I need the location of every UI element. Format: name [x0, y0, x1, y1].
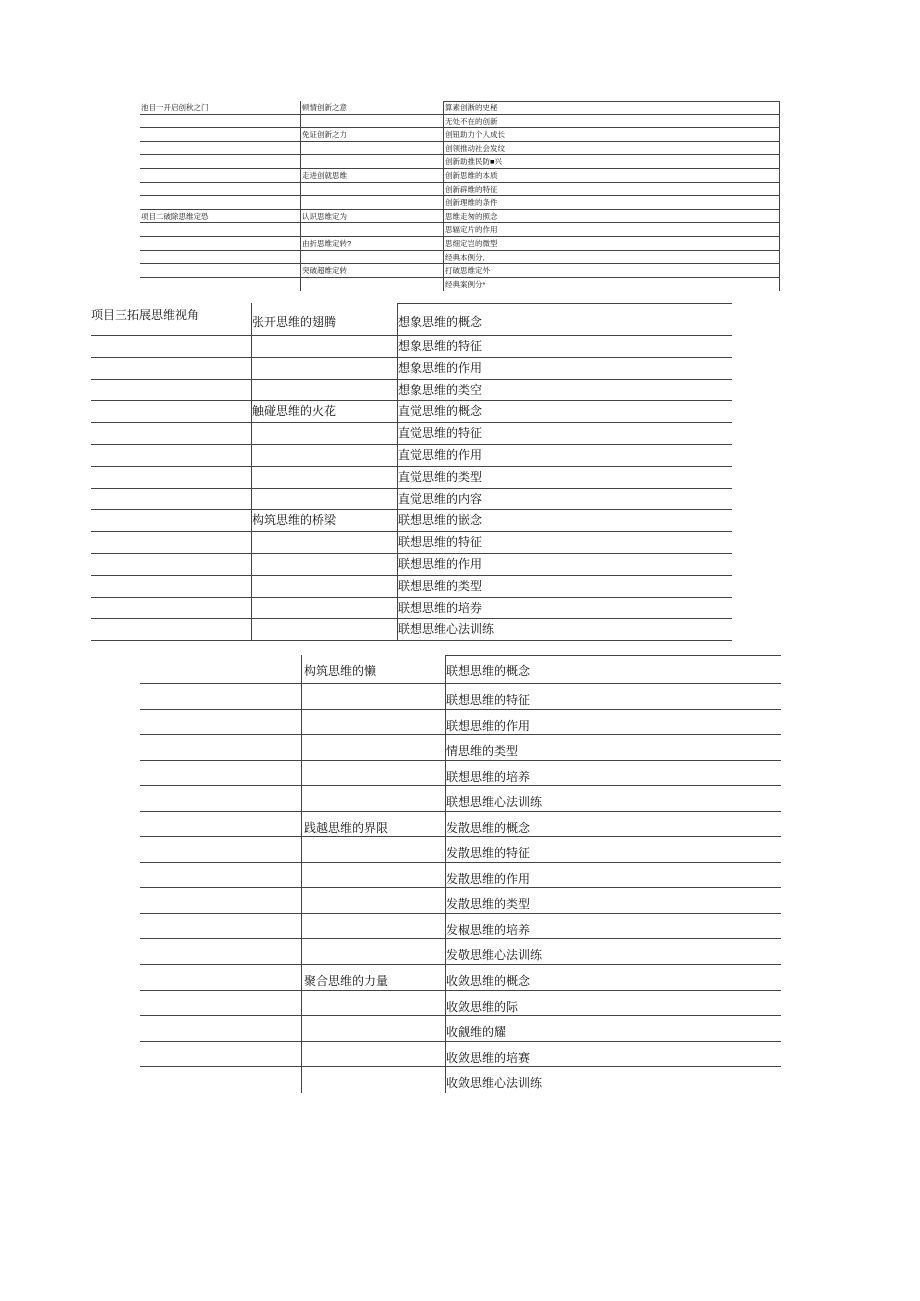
project-cell	[91, 380, 251, 401]
module-cell	[251, 336, 397, 357]
project-cell	[140, 1016, 301, 1041]
project-cell	[140, 710, 301, 735]
topic-cell: 打破思维定外	[443, 264, 780, 277]
topic-cell: 联想思维的嵌念	[397, 510, 732, 531]
project-cell	[91, 358, 251, 379]
project-cell	[91, 598, 251, 619]
module-cell: 构筑思维的懒	[301, 655, 445, 683]
module-cell	[251, 380, 397, 401]
table-row	[140, 210, 780, 224]
topic-cell: 创新思维的本质	[443, 169, 780, 182]
table-top-border	[445, 655, 781, 656]
table-row	[140, 761, 781, 787]
table-row	[140, 812, 781, 838]
outline-table-3	[140, 655, 781, 1093]
topic-cell: 思维走匆的照念	[443, 210, 780, 223]
topic-cell: 直觉思维的概念	[397, 401, 732, 422]
module-cell	[301, 684, 445, 709]
table-top-border	[443, 101, 780, 102]
project-cell	[140, 142, 300, 155]
project-cell	[140, 251, 300, 264]
module-cell	[251, 619, 397, 640]
table-row	[140, 684, 781, 710]
topic-cell: 直觉思维的特征	[397, 423, 732, 444]
table-row	[91, 467, 732, 489]
topic-cell: 联想思维的作用	[397, 554, 732, 575]
table-row	[91, 489, 732, 511]
table-row	[140, 101, 780, 115]
topic-cell: 联想思维的概念	[445, 655, 781, 683]
module-cell	[301, 837, 445, 862]
module-cell	[300, 278, 443, 292]
project-cell	[140, 735, 301, 760]
module-cell	[251, 554, 397, 575]
module-cell	[251, 532, 397, 553]
module-cell	[301, 1067, 445, 1093]
table-row	[140, 183, 780, 197]
table-row	[140, 1016, 781, 1042]
module-cell	[300, 155, 443, 168]
module-cell: 由折思维定转?	[300, 237, 443, 250]
topic-cell: 直觉思维的内容	[397, 489, 732, 510]
topic-cell: 想象思维的特征	[397, 336, 732, 357]
table-row	[140, 223, 780, 237]
module-cell	[251, 423, 397, 444]
module-cell	[251, 598, 397, 619]
table-row	[140, 1067, 781, 1093]
project-cell	[140, 1067, 301, 1093]
module-cell	[301, 710, 445, 735]
module-cell: 张开思维的翅腾	[251, 303, 397, 335]
project-cell	[140, 183, 300, 196]
table-row	[91, 423, 732, 445]
table-row	[91, 598, 732, 620]
project-cell	[140, 115, 300, 128]
topic-cell: 发敬思维心法训练	[445, 939, 781, 964]
module-cell	[301, 786, 445, 811]
project-cell	[91, 401, 251, 422]
topic-cell: 发散思维的概念	[445, 812, 781, 837]
table-row	[140, 237, 780, 251]
topic-cell: 想象思维的类空	[397, 380, 732, 401]
table-row	[91, 532, 732, 554]
project-cell	[91, 489, 251, 510]
topic-cell: 直觉思维的类型	[397, 467, 732, 488]
module-cell	[301, 914, 445, 939]
topic-cell: 联想思维的培养	[445, 761, 781, 786]
project-cell	[91, 467, 251, 488]
project-cell	[140, 1042, 301, 1067]
module-cell	[300, 183, 443, 196]
table-row	[91, 619, 732, 641]
topic-cell: 联想思维心法训练	[397, 619, 732, 640]
project-cell: 池目一开启创秋之门	[141, 103, 209, 112]
table-row	[140, 264, 780, 278]
project-cell	[91, 554, 251, 575]
topic-cell: 联想思维的特征	[397, 532, 732, 553]
topic-cell: 联想思维的培券	[397, 598, 732, 619]
table-row	[140, 115, 780, 129]
module-cell	[301, 863, 445, 888]
table-row	[91, 336, 732, 358]
outline-table-1	[140, 101, 780, 291]
project-cell	[140, 786, 301, 811]
table-row	[140, 863, 781, 889]
project-cell	[140, 237, 300, 250]
table-row	[140, 1042, 781, 1068]
table-row	[91, 445, 732, 467]
project-cell	[91, 576, 251, 597]
project-cell	[91, 423, 251, 444]
module-cell	[251, 489, 397, 510]
topic-cell: 创新理维的条件	[443, 196, 780, 209]
module-cell	[251, 445, 397, 466]
topic-cell: 收敛思维的概念	[445, 965, 781, 990]
topic-cell: 创新助推民防■兴	[443, 155, 780, 168]
project-cell	[140, 761, 301, 786]
topic-cell: 无处不在的创新	[443, 115, 780, 128]
table-row	[140, 655, 781, 684]
module-cell	[301, 761, 445, 786]
project-cell	[140, 837, 301, 862]
module-cell: 践越思维的界限	[301, 812, 445, 837]
module-cell	[300, 251, 443, 264]
table-row	[140, 155, 780, 169]
topic-cell: 收敛思维的培赛	[445, 1042, 781, 1067]
project-cell	[140, 812, 301, 837]
table-row	[140, 991, 781, 1017]
table-row	[140, 888, 781, 914]
table-row	[140, 786, 781, 812]
topic-cell: 收敛思维心法训练	[445, 1067, 781, 1093]
project-cell	[140, 655, 301, 683]
table-row	[140, 837, 781, 863]
project-cell	[140, 169, 300, 182]
table-row	[140, 939, 781, 965]
topic-cell: 创钮助力个人成长	[443, 128, 780, 141]
topic-cell: 经典案例分*	[443, 278, 780, 292]
project-cell	[140, 264, 300, 277]
table-top-border	[397, 303, 732, 304]
topic-cell: 联想思维的类型	[397, 576, 732, 597]
topic-cell: 直觉思维的作用	[397, 445, 732, 466]
module-cell: 走进创就思维	[300, 169, 443, 182]
project-cell	[140, 155, 300, 168]
project-cell	[140, 965, 301, 990]
project-cell	[91, 510, 251, 531]
module-cell	[300, 196, 443, 209]
topic-cell: 算素创淅的史秘	[443, 101, 780, 114]
project-cell	[140, 196, 300, 209]
module-cell	[300, 223, 443, 236]
project-cell	[91, 532, 251, 553]
project-cell	[140, 939, 301, 964]
module-cell: 免证创新之力	[300, 128, 443, 141]
project-cell	[140, 128, 300, 141]
topic-cell: 思细定岂的微型	[443, 237, 780, 250]
topic-cell: 经典本例分,	[443, 251, 780, 264]
table-row	[140, 710, 781, 736]
topic-cell: 发散思维的特征	[445, 837, 781, 862]
module-cell: 构筑思维的桥梁	[251, 510, 397, 531]
topic-cell: 发散思维的作用	[445, 863, 781, 888]
project-cell: 项目三拓展思维视角	[91, 308, 200, 322]
module-cell	[300, 115, 443, 128]
table-row	[140, 142, 780, 156]
module-cell	[301, 939, 445, 964]
table-row	[91, 401, 732, 423]
module-cell: 顿情创新之意	[300, 101, 443, 114]
project-cell	[140, 223, 300, 236]
topic-cell: 想象思维的作用	[397, 358, 732, 379]
module-cell: 触碰思维的火花	[251, 401, 397, 422]
topic-cell: 收敛思维的际	[445, 991, 781, 1016]
table-row	[91, 576, 732, 598]
topic-cell: 发散思维的类型	[445, 888, 781, 913]
topic-cell: 创领推动社会发纹	[443, 142, 780, 155]
topic-cell: 联想思维的特征	[445, 684, 781, 709]
module-cell	[301, 991, 445, 1016]
table-row	[140, 251, 780, 265]
module-cell	[251, 576, 397, 597]
topic-cell: 联想思维的作用	[445, 710, 781, 735]
module-cell	[301, 888, 445, 913]
topic-cell: 发椒思维的培养	[445, 914, 781, 939]
table-row	[140, 914, 781, 940]
table-row	[91, 380, 732, 402]
table-row	[91, 554, 732, 576]
project-cell	[91, 445, 251, 466]
topic-cell: 想象思维的概念	[397, 303, 732, 335]
table-row	[140, 965, 781, 991]
table-row	[91, 510, 732, 532]
module-cell	[300, 142, 443, 155]
project-cell	[140, 278, 300, 292]
table-row	[140, 735, 781, 761]
topic-cell: 联想思维心法训练	[445, 786, 781, 811]
topic-cell: 收觎维的耀	[445, 1016, 781, 1041]
project-cell	[140, 914, 301, 939]
project-cell	[140, 991, 301, 1016]
topic-cell: 情思维的类型	[445, 735, 781, 760]
table-row	[140, 196, 780, 210]
module-cell	[301, 1016, 445, 1041]
project-cell	[140, 684, 301, 709]
module-cell: 聚合思维的力量	[301, 965, 445, 990]
topic-cell: 思辐定片的作用	[443, 223, 780, 236]
table-row	[140, 169, 780, 183]
project-cell	[91, 619, 251, 640]
module-cell: 认识思维定为	[300, 210, 443, 223]
table-row	[140, 128, 780, 142]
module-cell	[251, 467, 397, 488]
module-cell	[251, 358, 397, 379]
table-row	[91, 303, 732, 336]
project-cell	[140, 863, 301, 888]
module-cell	[301, 1042, 445, 1067]
topic-cell: 创新辟维的特征	[443, 183, 780, 196]
outline-table-2	[91, 303, 732, 641]
module-cell: 突破超维定转	[300, 264, 443, 277]
project-cell: 项目二破除思维定恐	[141, 211, 209, 221]
project-cell	[91, 336, 251, 357]
module-cell	[301, 735, 445, 760]
project-cell	[140, 888, 301, 913]
table-row	[140, 278, 780, 292]
table-row	[91, 358, 732, 380]
